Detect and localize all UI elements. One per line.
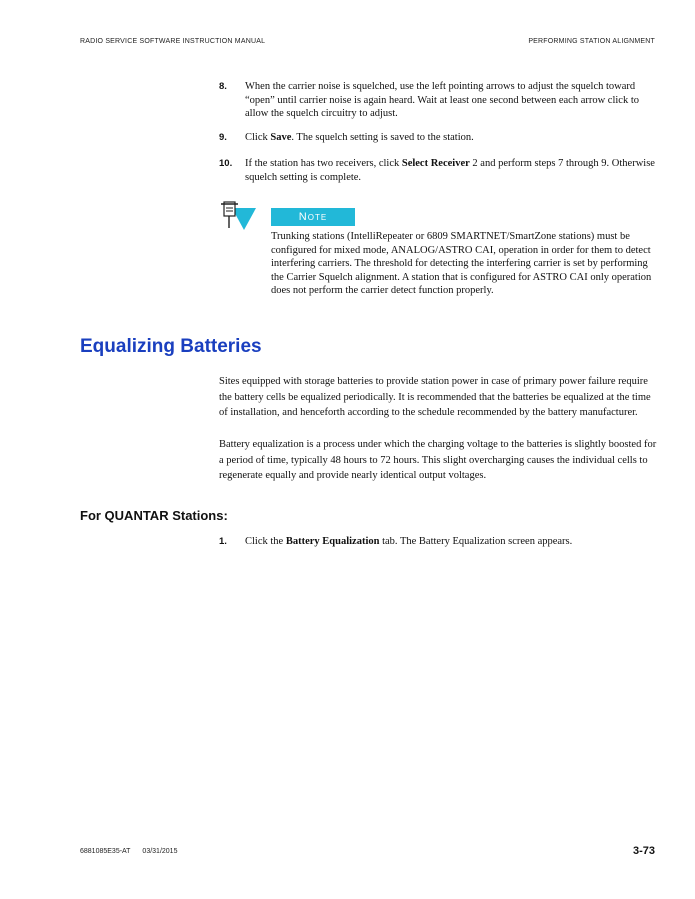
note-label: Note xyxy=(271,208,355,226)
doc-date: 03/31/2015 xyxy=(142,848,178,855)
subsection-heading: For QUANTAR Stations: xyxy=(80,508,228,523)
section-heading: Equalizing Batteries xyxy=(80,336,262,357)
doc-number: 6881085E35-AT xyxy=(80,848,131,855)
paragraph: Battery equalization is a process under which the charging voltage to the batteries is slightly boosted for a period of time, typically 48 hours to 72 hours. This slight overcharging causes the individual cells to regenerate equally and provide nearly identical output voltages. xyxy=(219,439,657,481)
pencil-note-icon xyxy=(218,200,258,232)
step-9 xyxy=(219,131,659,145)
footer-doc-info xyxy=(80,848,187,855)
running-header-left: RADIO SERVICE SOFTWARE INSTRUCTION MANUAL xyxy=(80,38,266,45)
step-number: 10. xyxy=(219,158,233,169)
paragraph: Sites equipped with storage batteries to provide station power in case of primary power failure require the battery cells be equalized periodically. It is recommended that the batteries be equalized at the time of installation, and henceforth according to the schedule recommended by the battery manufacturer. xyxy=(219,376,651,418)
step-number: 9. xyxy=(219,132,227,143)
note-text: Trunking stations (IntelliRepeater or 6809 SMARTNET/SmartZone stations) must be configured for mixed mode, ANALOG/ASTRO CAI, operation in order for them to detect interfering carriers. The threshold for detecting the interfering carrier is set by performing the Carrier Squelch alignment. A station that is configured for ASTRO CAI only operation does not perform the carrier detect function properly. xyxy=(271,231,652,296)
step-number: 8. xyxy=(219,81,227,92)
step-8 xyxy=(219,80,659,121)
page-number: 3-73 xyxy=(632,845,655,857)
step-number: 1. xyxy=(219,536,227,547)
step-text: Click Save. The squelch setting is saved to the station. xyxy=(245,132,474,143)
running-header-right: PERFORMING STATION ALIGNMENT xyxy=(528,38,655,45)
step-1 xyxy=(219,535,659,549)
step-text: Click the Battery Equalization tab. The Battery Equalization screen appears. xyxy=(245,536,573,547)
step-text: If the station has two receivers, click Select Receiver 2 and perform steps 7 through 9. Otherwise squelch setting is complete. xyxy=(245,158,655,183)
step-10 xyxy=(219,157,659,184)
step-text: When the carrier noise is squelched, use the left pointing arrows to adjust the squelch toward “open” until carrier noise is again heard. Wait at least one second between each arrow click to allow the squelch circuitry to adjust. xyxy=(245,81,640,119)
